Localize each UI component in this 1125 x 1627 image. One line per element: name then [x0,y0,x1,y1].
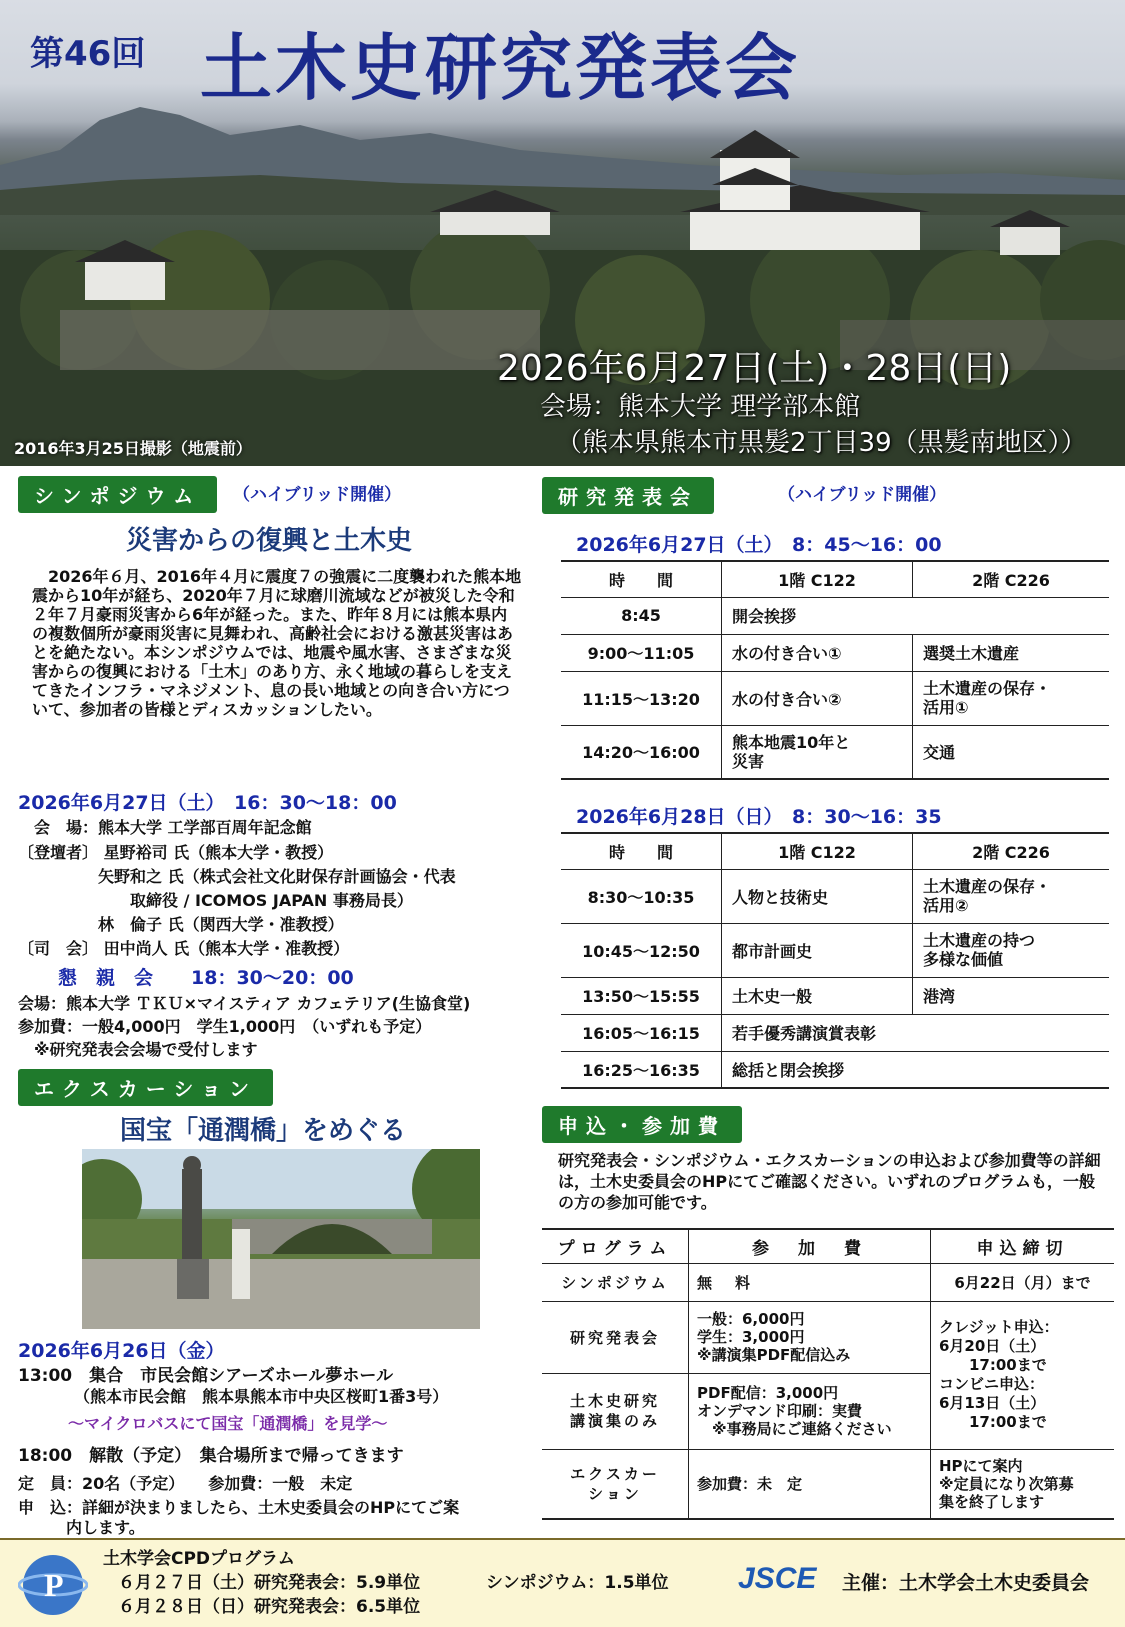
research-tag: 研究発表会 [542,477,714,514]
speaker-line: 矢野和之 氏（株式会社文化財保存計画協会・代表 [18,867,456,886]
photo-caption: 2016年3月25日撮影（地震前） [14,439,252,458]
symposium-venue: 会 場：熊本大学 工学部百周年記念館 [18,818,312,837]
table-row [542,1301,1114,1373]
session-cell: 熊本地震10年と 災害 [722,725,913,779]
session-cell: 水の付き合い② [722,671,913,725]
col-header: 参 加 費 [689,1229,931,1263]
session-cell: 都市計画史 [722,923,913,977]
fee-cell: 参加費：未 定 [689,1449,931,1519]
jsce-logo: JSCE [738,1562,817,1595]
session-cell: 人物と技術史 [722,869,913,923]
program-cell: シンポジウム [542,1263,689,1301]
fees-tag: 申込・参加費 [542,1106,742,1143]
fee-cell: 無 料 [689,1263,931,1301]
table-row [561,597,1109,634]
symposium-heading: 災害からの復興と土木史 [126,526,413,556]
party-note: ※研究発表会会場で受付します [18,1040,258,1059]
session-cell: 土木遺産の保存・ 活用① [913,671,1110,725]
cpd-logo-letter: P [44,1567,64,1603]
session-cell: 総括と閉会挨拶 [722,1051,1110,1088]
bridge-photo [82,1149,480,1329]
cpd-globe-logo [18,1550,88,1620]
time-cell: 16:05～16:15 [561,1014,722,1051]
time-cell: 10:45～12:50 [561,923,722,977]
research-day2-date: 2026年6月28日（日） 8：30～16：35 [576,806,942,828]
time-cell: 11:15～13:20 [561,671,722,725]
col-header: 1階 C122 [722,833,913,869]
hero-banner [0,0,1125,466]
speaker-line: 〔登壇者〕 星野裕司 氏（熊本大学・教授） [18,843,334,862]
event-address: （熊本県熊本市黒髪2丁目39（黒髪南地区）） [556,428,1087,458]
party-title: 懇 親 会 18：30～20：00 [58,967,354,989]
excursion-apply: 申 込：詳細が決まりましたら、土木史委員会のHPにてご案 [18,1498,460,1517]
table-row [561,634,1109,671]
col-header: 時 間 [561,561,722,597]
session-cell: 若手優秀講演賞表彰 [722,1014,1110,1051]
session-cell: 土木遺産の保存・ 活用② [913,869,1110,923]
schedule-table-day1 [561,560,1109,780]
excursion-end: 18:00 解散（予定） 集合場所まで帰ってきます [18,1446,404,1466]
session-cell: 港湾 [913,977,1110,1014]
program-cell: 研究発表会 [542,1301,689,1373]
fee-table [542,1228,1114,1520]
deadline-cell: 6月22日（月）まで [931,1263,1115,1301]
table-row [561,671,1109,725]
research-hybrid-note: （ハイブリッド開催） [778,485,947,505]
table-row [542,1449,1114,1519]
event-title: 土木史研究発表会 [200,26,801,110]
fee-cell: PDF配信：3,000円 オンデマンド印刷：実費 ※事務局にご連絡ください [689,1373,931,1449]
program-cell: 土木史研究 講演集のみ [542,1373,689,1449]
event-venue: 会場：熊本大学 理学部本館 [540,392,861,422]
party-venue: 会場：熊本大学 ＴＫＵ×マイスティア カフェテリア(生協食堂) [18,994,471,1013]
excursion-meet: 13:00 集合 市民会館シアーズホール夢ホール [18,1366,394,1386]
excursion-apply-cont: 内します。 [18,1518,145,1537]
symposium-tag: シンポジウム [18,476,217,513]
cpd-day2: ６月２８日（日）研究発表会：6.5単位 [118,1597,421,1617]
symposium-hybrid-note: （ハイブリッド開催） [233,485,402,505]
research-day1-date: 2026年6月27日（土） 8：45～16：00 [576,534,942,556]
cpd-title: 土木学会CPDプログラム [103,1549,295,1569]
excursion-meet-address: （熊本市民会館 熊本県熊本市中央区桜町1番3号） [18,1387,449,1406]
time-cell: 13:50～15:55 [561,977,722,1014]
table-row [561,977,1109,1014]
event-date: 2026年6月27日(土)・28日(日) [497,348,1012,389]
time-cell: 8:45 [561,597,722,634]
time-cell: 16:25～16:35 [561,1051,722,1088]
excursion-tag: エクスカーション [18,1069,273,1106]
speaker-line: 林 倫子 氏（関西大学・准教授） [18,915,344,934]
time-cell: 9:00～11:05 [561,634,722,671]
program-cell: エクスカー ション [542,1449,689,1519]
table-row [561,1014,1109,1051]
event-number: 第46回 [30,34,146,74]
col-header: 2階 C226 [913,833,1110,869]
col-header: 申込締切 [931,1229,1115,1263]
fees-intro: 研究発表会・シンポジウム・エクスカーションの申込および参加費等の詳細は，土木史委員会のHPにてご確認ください。いずれのプログラムも，一般の方の参加可能です。 [558,1151,1101,1212]
session-cell: 土木史一般 [722,977,913,1014]
session-cell: 土木遺産の持つ 多様な価値 [913,923,1110,977]
cpd-symposium: シンポジウム：1.5単位 [486,1573,669,1593]
table-row [561,923,1109,977]
col-header: プログラム [542,1229,689,1263]
col-header: 時 間 [561,833,722,869]
session-cell: 選奨土木遺産 [913,634,1110,671]
host-org: 主催：土木学会土木史委員会 [842,1572,1090,1594]
table-row [561,869,1109,923]
time-cell: 14:20～16:00 [561,725,722,779]
cpd-day1: ６月２７日（土）研究発表会：5.9単位 [118,1573,421,1593]
moderator-line: 〔司 会〕 田中尚人 氏（熊本大学・准教授） [18,939,350,958]
excursion-heading: 国宝「通潤橋」をめぐる [120,1116,407,1146]
excursion-bus: ～マイクロバスにて国宝「通潤橋」を見学～ [68,1414,388,1433]
session-cell: 交通 [913,725,1110,779]
time-cell: 8:30～10:35 [561,869,722,923]
deadline-cell: クレジット申込： 6月20日（土） 17:00まで コンビニ申込： 6月13日（土） 17:00まで [931,1301,1115,1449]
deadline-cell: HPにて案内 ※定員になり次第募 集を終了します [931,1449,1115,1519]
fee-cell: 一般：6,000円 学生：3,000円 ※講演集PDF配信込み [689,1301,931,1373]
table-row [561,1051,1109,1088]
footer [0,1538,1125,1627]
bridge-illustration [82,1149,480,1329]
excursion-capacity: 定 員：20名（予定） 参加費：一般 未定 [18,1474,353,1493]
party-fee: 参加費：一般4,000円 学生1,000円 （いずれも予定） [18,1017,432,1036]
session-cell: 開会挨拶 [722,597,1110,634]
table-row [542,1263,1114,1301]
col-header: 2階 C226 [913,561,1110,597]
session-cell: 水の付き合い① [722,634,913,671]
speaker-line: 取締役 / ICOMOS JAPAN 事務局長） [18,891,413,910]
excursion-date: 2026年6月26日（金） [18,1340,225,1362]
symposium-body: 2026年６月、2016年４月に震度７の強震に二度襲われた熊本地震から10年が経ち、2020年７月に球磨川流域などが被災した令和２年７月豪雨災害から6年が経った。また、昨年８月には熊本県内の複数個所が豪雨災害に見舞われ、高齢社会における激甚災害はあとを絶たない。本シンポジウムでは、地震や風水害、さまざまな災害からの復興における「土木」のあり方、永く地域の暮らしを支えてきたインフラ・マネジメント、息の長い地域との向き合い方について、参加者の皆様とディスカッションしたい。 [32,567,522,719]
symposium-date: 2026年6月27日（土） 16：30～18：00 [18,792,397,814]
schedule-table-day2 [561,832,1109,1089]
table-row [561,725,1109,779]
col-header: 1階 C122 [722,561,913,597]
